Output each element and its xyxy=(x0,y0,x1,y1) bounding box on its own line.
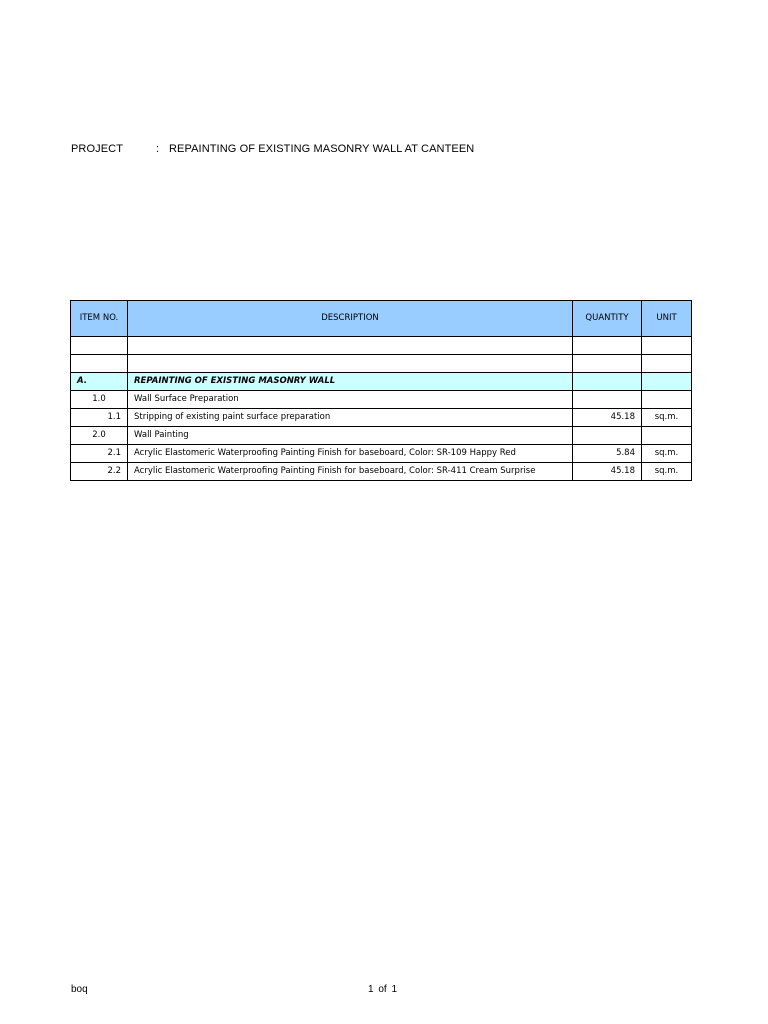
item-number: 2.0 xyxy=(71,427,128,445)
project-colon: : xyxy=(156,143,160,155)
footer-sheet-name: boq xyxy=(71,984,88,995)
item-description: Acrylic Elastomeric Waterproofing Painting Finish for baseboard, Color: SR-109 Happy Red xyxy=(128,445,573,463)
item-description: Stripping of existing paint surface preparation xyxy=(128,409,573,427)
item-number: 1.1 xyxy=(71,409,128,427)
item-number: 1.0 xyxy=(71,391,128,409)
header-description: DESCRIPTION xyxy=(128,301,573,337)
item-quantity xyxy=(573,391,642,409)
table-row xyxy=(71,391,692,409)
table-cell xyxy=(128,337,573,355)
table-row xyxy=(71,409,692,427)
table-cell xyxy=(642,355,692,373)
item-quantity: 45.18 xyxy=(573,409,642,427)
table-cell xyxy=(642,337,692,355)
table-header-row xyxy=(71,301,692,337)
table-cell xyxy=(642,373,692,391)
header-quantity: QUANTITY xyxy=(573,301,642,337)
section-item: A. xyxy=(71,373,128,391)
header-item-no: ITEM NO. xyxy=(71,301,128,337)
footer-page-indicator: 1 of 1 xyxy=(368,984,398,995)
section-description: REPAINTING OF EXISTING MASONRY WALL xyxy=(128,373,573,391)
table-cell xyxy=(573,355,642,373)
item-unit: sq.m. xyxy=(642,409,692,427)
item-quantity: 45.18 xyxy=(573,463,642,481)
item-number: 2.1 xyxy=(71,445,128,463)
item-description: Wall Surface Preparation xyxy=(128,391,573,409)
table-row xyxy=(71,463,692,481)
item-description: Wall Painting xyxy=(128,427,573,445)
table-cell xyxy=(573,373,642,391)
table-cell xyxy=(71,355,128,373)
project-label: PROJECT xyxy=(71,143,124,155)
table-row xyxy=(71,427,692,445)
section-row xyxy=(71,373,692,391)
item-unit: sq.m. xyxy=(642,445,692,463)
table-row-blank xyxy=(71,337,692,355)
item-unit xyxy=(642,427,692,445)
item-unit: sq.m. xyxy=(642,463,692,481)
bill-of-quantities-table xyxy=(70,300,692,481)
table-row-blank xyxy=(71,355,692,373)
item-number: 2.2 xyxy=(71,463,128,481)
item-unit xyxy=(642,391,692,409)
item-quantity xyxy=(573,427,642,445)
table-row xyxy=(71,445,692,463)
table-cell xyxy=(128,355,573,373)
item-description: Acrylic Elastomeric Waterproofing Painting Finish for baseboard, Color: SR-411 Cream Surprise xyxy=(128,463,573,481)
header-unit: UNIT xyxy=(642,301,692,337)
item-quantity: 5.84 xyxy=(573,445,642,463)
table-cell xyxy=(71,337,128,355)
project-title: REPAINTING OF EXISTING MASONRY WALL AT CANTEEN xyxy=(169,143,475,155)
table-cell xyxy=(573,337,642,355)
